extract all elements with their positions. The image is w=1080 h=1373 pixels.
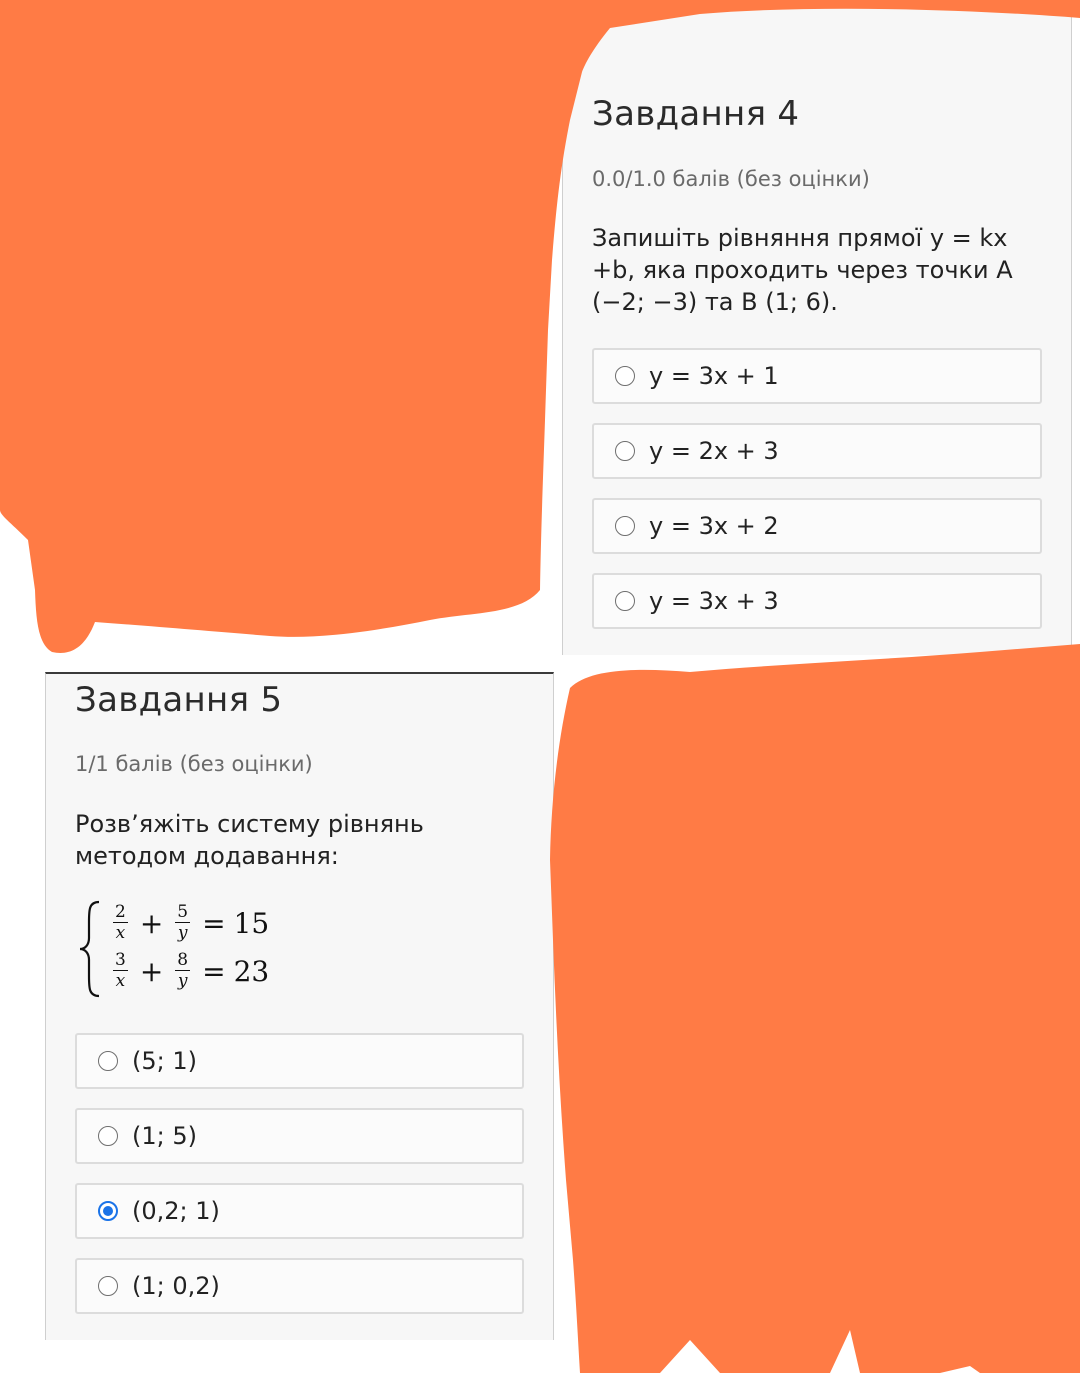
fraction: $\frac{3}{x}$ [115,950,126,991]
task-4-title: Завдання 4 [592,94,800,134]
task-5-title: Завдання 5 [75,680,283,720]
option-label: (0,2; 1) [132,1197,220,1225]
fraction: $\frac{5}{y}$ [177,902,189,943]
redaction-scribble-top-left [0,0,1080,653]
option-label: (1; 5) [132,1122,197,1150]
option-label: (5; 1) [132,1047,197,1075]
task-4-question: Запишіть рівняння прямої y = kx +b, яка проходить через точки A (−2; −3) та B (1; 6). [592,224,1013,316]
equation-row-2: $\frac{3}{x}$ + $\frac{8}{y}$ = 23 [115,950,270,991]
redaction-scribble-bottom-right [550,644,1080,1373]
task-5-question: Розв’яжіть систему рівнянь методом додавання: [75,810,424,870]
fraction: $\frac{2}{x}$ [115,902,126,943]
option-label: y = 3x + 1 [649,362,779,390]
fraction: $\frac{8}{y}$ [177,950,189,991]
task-5-score: 1/1 балів (без оцінки) [75,752,313,776]
option-label: y = 2x + 3 [649,437,779,465]
task-4-score: 0.0/1.0 балів (без оцінки) [592,167,870,191]
equation-row-1: $\frac{2}{x}$ + $\frac{5}{y}$ = 15 [115,902,270,943]
option-label: (1; 0,2) [132,1272,220,1300]
option-label: y = 3x + 2 [649,512,779,540]
option-label: y = 3x + 3 [649,587,779,615]
